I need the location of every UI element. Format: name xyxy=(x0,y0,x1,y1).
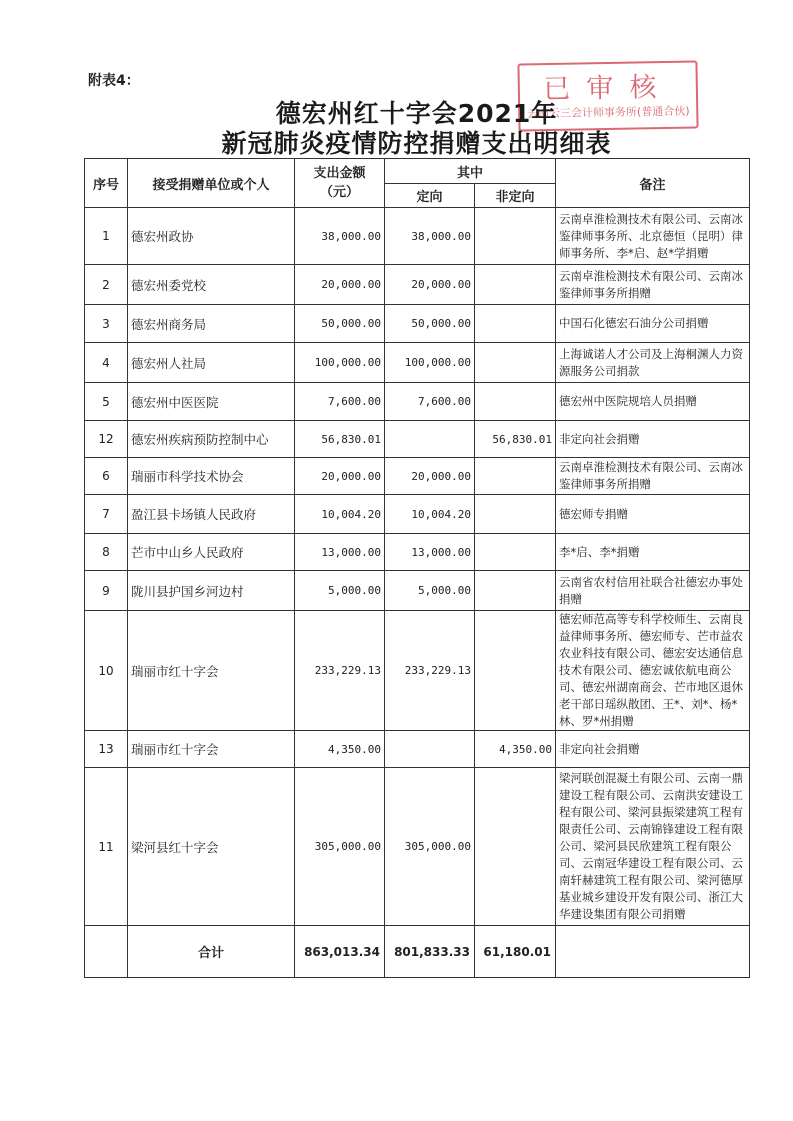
row-directed: 50,000.00 xyxy=(385,305,475,343)
row-undirected xyxy=(475,458,556,495)
row-undirected: 56,830.01 xyxy=(475,421,556,458)
table-row xyxy=(85,343,750,383)
row-amount: 13,000.00 xyxy=(295,534,385,571)
table-row xyxy=(85,421,750,458)
row-no: 13 xyxy=(85,731,128,768)
row-notes: 德宏师范高等专科学校师生、云南良益律师事务所、德宏师专、芒市益农农业科技有限公司、德宏安达通信息技术有限公司、德宏诚依航电商公司、德宏州湖南商会、芒市地区退休老干部日瑶纵散团、王*、刘*、杨*林、罗*州捐赠 xyxy=(556,611,750,731)
row-recipient: 梁河县红十字会 xyxy=(128,768,295,926)
row-undirected: 4,350.00 xyxy=(475,731,556,768)
row-directed: 7,600.00 xyxy=(385,383,475,421)
row-directed: 38,000.00 xyxy=(385,208,475,265)
row-undirected xyxy=(475,208,556,265)
total-undirected: 61,180.01 xyxy=(475,926,556,978)
row-amount: 10,004.20 xyxy=(295,495,385,534)
row-recipient: 德宏州委党校 xyxy=(128,265,295,305)
row-no: 2 xyxy=(85,265,128,305)
table-row xyxy=(85,495,750,534)
row-recipient: 德宏州疾病预防控制中心 xyxy=(128,421,295,458)
row-directed xyxy=(385,731,475,768)
row-undirected xyxy=(475,571,556,611)
row-amount: 50,000.00 xyxy=(295,305,385,343)
row-undirected xyxy=(475,383,556,421)
table-row xyxy=(85,265,750,305)
row-recipient: 德宏州人社局 xyxy=(128,343,295,383)
header-directed: 定向 xyxy=(385,184,475,208)
table-row xyxy=(85,534,750,571)
document-title-line2: 新冠肺炎疫情防控捐赠支出明细表 xyxy=(221,129,612,158)
row-no: 1 xyxy=(85,208,128,265)
row-notes: 德宏州中医院规培人员捐赠 xyxy=(556,383,750,421)
row-recipient: 德宏州商务局 xyxy=(128,305,295,343)
row-directed: 5,000.00 xyxy=(385,571,475,611)
row-undirected xyxy=(475,343,556,383)
header-notes: 备注 xyxy=(556,159,750,208)
row-notes: 云南省农村信用社联合社德宏办事处捐赠 xyxy=(556,571,750,611)
row-notes: 云南卓淮检测技术有限公司、云南冰鉴律师事务所、北京德恒（昆明）律师事务所、李*启、赵*学捐赠 xyxy=(556,208,750,265)
row-directed: 233,229.13 xyxy=(385,611,475,731)
table-row xyxy=(85,208,750,265)
row-notes: 上海诚诺人才公司及上海桐渊人力资源服务公司捐款 xyxy=(556,343,750,383)
row-no: 5 xyxy=(85,383,128,421)
row-recipient: 瑞丽市科学技术协会 xyxy=(128,458,295,495)
row-amount: 20,000.00 xyxy=(295,265,385,305)
row-no: 8 xyxy=(85,534,128,571)
row-no: 7 xyxy=(85,495,128,534)
row-recipient: 陇川县护国乡河边村 xyxy=(128,571,295,611)
row-amount: 20,000.00 xyxy=(295,458,385,495)
table-row xyxy=(85,571,750,611)
row-directed: 20,000.00 xyxy=(385,265,475,305)
header-recipient: 接受捐赠单位或个人 xyxy=(128,159,295,208)
expenditure-table xyxy=(84,158,750,978)
row-recipient: 瑞丽市红十字会 xyxy=(128,611,295,731)
row-notes: 德宏师专捐赠 xyxy=(556,495,750,534)
table-body xyxy=(85,208,750,978)
row-directed: 305,000.00 xyxy=(385,768,475,926)
row-undirected xyxy=(475,265,556,305)
row-no: 4 xyxy=(85,343,128,383)
table-row xyxy=(85,731,750,768)
row-no: 9 xyxy=(85,571,128,611)
total-row xyxy=(85,926,750,978)
row-amount: 100,000.00 xyxy=(295,343,385,383)
row-no: 3 xyxy=(85,305,128,343)
row-directed: 10,004.20 xyxy=(385,495,475,534)
row-amount: 38,000.00 xyxy=(295,208,385,265)
total-blank xyxy=(85,926,128,978)
row-notes: 中国石化德宏石油分公司捐赠 xyxy=(556,305,750,343)
row-directed: 20,000.00 xyxy=(385,458,475,495)
row-undirected xyxy=(475,305,556,343)
row-directed: 13,000.00 xyxy=(385,534,475,571)
row-notes: 非定向社会捐赠 xyxy=(556,731,750,768)
row-no: 6 xyxy=(85,458,128,495)
row-notes: 李*启、李*捐赠 xyxy=(556,534,750,571)
stamp-main-text: 已审核 xyxy=(543,71,673,106)
row-amount: 56,830.01 xyxy=(295,421,385,458)
total-notes xyxy=(556,926,750,978)
row-notes: 非定向社会捐赠 xyxy=(556,421,750,458)
row-recipient: 芒市中山乡人民政府 xyxy=(128,534,295,571)
row-recipient: 瑞丽市红十字会 xyxy=(128,731,295,768)
row-notes: 云南卓淮检测技术有限公司、云南冰鉴律师事务所捐赠 xyxy=(556,265,750,305)
row-amount: 305,000.00 xyxy=(295,768,385,926)
row-undirected xyxy=(475,768,556,926)
header-of-which: 其中 xyxy=(385,159,556,184)
row-no: 10 xyxy=(85,611,128,731)
table-row xyxy=(85,768,750,926)
row-undirected xyxy=(475,611,556,731)
row-amount: 233,229.13 xyxy=(295,611,385,731)
total-amount: 863,013.34 xyxy=(295,926,385,978)
table-row xyxy=(85,458,750,495)
row-notes: 云南卓淮检测技术有限公司、云南冰鉴律师事务所捐赠 xyxy=(556,458,750,495)
row-undirected xyxy=(475,534,556,571)
document-title-line1: 德宏州红十字会2021年 xyxy=(275,99,558,128)
row-amount: 4,350.00 xyxy=(295,731,385,768)
row-directed: 100,000.00 xyxy=(385,343,475,383)
row-amount: 5,000.00 xyxy=(295,571,385,611)
total-label: 合计 xyxy=(128,926,295,978)
header-no: 序号 xyxy=(85,159,128,208)
total-directed: 801,833.33 xyxy=(385,926,475,978)
row-recipient: 德宏州政协 xyxy=(128,208,295,265)
table-row xyxy=(85,383,750,421)
attachment-label: 附表4： xyxy=(88,73,140,89)
row-notes: 梁河联创混凝土有限公司、云南一鼎建设工程有限公司、云南洪安建设工程有限公司、梁河县振梁建筑工程有限责任公司、云南锦锋建设工程有限公司、梁河县民欣建筑工程有限公司、云南冠华建设工程有限公司、云南轩赫建筑工程有限公司、梁河德厚基业城乡建设开发有限公司、浙江大华建设集团有限公司捐赠 xyxy=(556,768,750,926)
header-amount: 支出金额（元） xyxy=(295,159,385,208)
table-row xyxy=(85,611,750,731)
row-recipient: 盈江县卡场镇人民政府 xyxy=(128,495,295,534)
row-directed xyxy=(385,421,475,458)
row-no: 12 xyxy=(85,421,128,458)
row-amount: 7,600.00 xyxy=(295,383,385,421)
header-undirected: 非定向 xyxy=(475,184,556,208)
table-row xyxy=(85,305,750,343)
row-recipient: 德宏州中医医院 xyxy=(128,383,295,421)
row-no: 11 xyxy=(85,768,128,926)
row-undirected xyxy=(475,495,556,534)
stamp-sub-text: 云南云三会计师事务所(普通合伙) xyxy=(526,104,690,121)
